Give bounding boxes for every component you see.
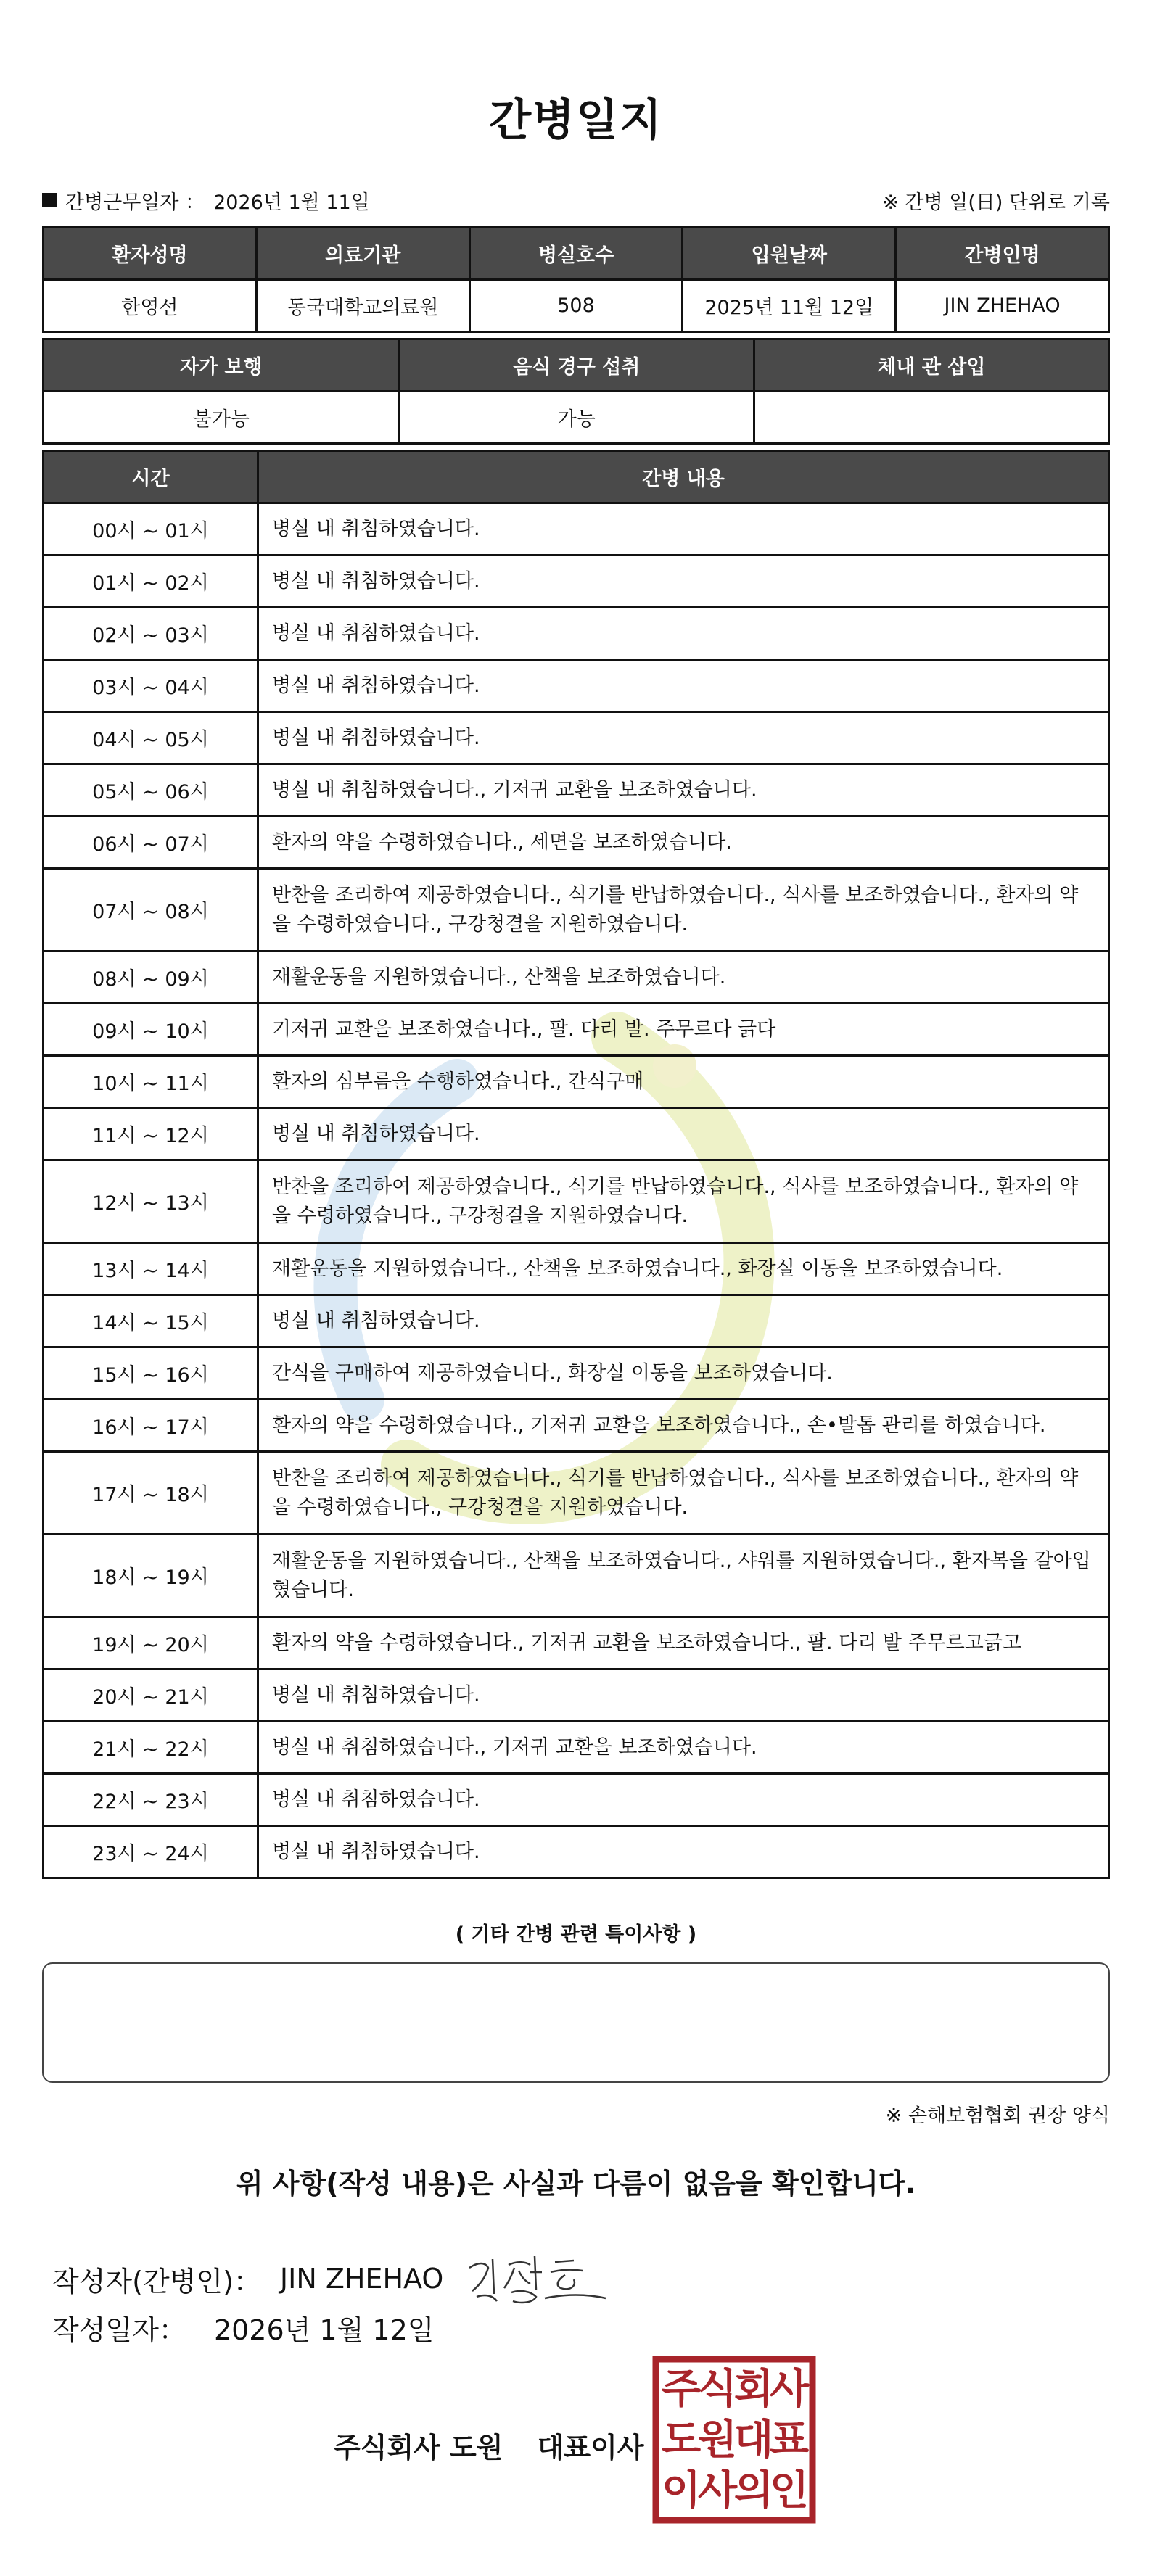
svg-text:도: 도 — [661, 2416, 702, 2464]
log-row — [44, 1243, 1109, 1295]
svg-text:표: 표 — [769, 2416, 810, 2464]
meta-row — [42, 184, 1110, 216]
log-row — [44, 1347, 1109, 1400]
log-content: 재활운동을 지원하였습니다., 산책을 보조하였습니다., 화장실 이동을 보조하였습니다. — [258, 1243, 1109, 1295]
log-row — [44, 712, 1109, 764]
log-content: 환자의 약을 수령하였습니다., 세면을 보조하였습니다. — [258, 817, 1109, 869]
written-date: 2026년 1월 12일 — [213, 2314, 435, 2346]
log-content: 간식을 구매하여 제공하였습니다., 화장실 이동을 보조하였습니다. — [258, 1347, 1109, 1400]
header-tube-insertion: 체내 관 삽입 — [754, 339, 1108, 392]
log-time: 05시 ~ 06시 — [44, 764, 258, 817]
header-hospital: 의료기관 — [256, 228, 469, 280]
log-row — [44, 1617, 1109, 1669]
log-row — [44, 764, 1109, 817]
log-row — [44, 556, 1109, 608]
log-time: 16시 ~ 17시 — [44, 1400, 258, 1452]
hospital: 동국대학교의료원 — [256, 280, 469, 332]
log-content: 병실 내 취침하였습니다. — [258, 1774, 1109, 1826]
log-time: 19시 ~ 20시 — [44, 1617, 258, 1669]
log-time: 14시 ~ 15시 — [44, 1295, 258, 1347]
log-row — [44, 660, 1109, 712]
log-content: 반찬을 조리하여 제공하였습니다., 식기를 반납하였습니다., 식사를 보조하였습니다., 환자의 약을 수령하였습니다., 구강청결을 지원하였습니다. — [258, 869, 1109, 951]
writer-label: 작성자(간병인)： — [52, 2265, 261, 2298]
log-time: 17시 ~ 18시 — [44, 1452, 258, 1535]
log-row — [44, 951, 1109, 1004]
admission-date: 2025년 11월 12일 — [683, 280, 896, 332]
svg-text:회: 회 — [733, 2366, 774, 2413]
svg-text:사: 사 — [769, 2366, 810, 2413]
room-number: 508 — [469, 280, 683, 332]
log-time: 03시 ~ 04시 — [44, 660, 258, 712]
unit-note: ※ 간병 일(日) 단위로 기록 — [882, 191, 1110, 214]
log-row — [44, 1774, 1109, 1826]
log-content: 병실 내 취침하였습니다., 기저귀 교환을 보조하였습니다. — [258, 1722, 1109, 1774]
writer-name: JIN ZHEHAO — [279, 2263, 444, 2295]
log-time: 02시 ~ 03시 — [44, 608, 258, 660]
log-content: 환자의 약을 수령하였습니다., 기저귀 교환을 보조하였습니다., 손•발톱 관리를 하였습니다. — [258, 1400, 1109, 1452]
log-time: 13시 ~ 14시 — [44, 1243, 258, 1295]
log-time: 08시 ~ 09시 — [44, 951, 258, 1004]
log-time: 07시 ~ 08시 — [44, 869, 258, 951]
header-room: 병실호수 — [469, 228, 683, 280]
log-content: 병실 내 취침하였습니다., 기저귀 교환을 보조하였습니다. — [258, 764, 1109, 817]
log-time: 04시 ~ 05시 — [44, 712, 258, 764]
self-walking: 불가능 — [44, 392, 400, 444]
log-content: 병실 내 취침하였습니다. — [258, 1669, 1109, 1722]
svg-text:인: 인 — [769, 2467, 810, 2514]
company-seal-stamp — [651, 2355, 817, 2525]
log-row — [44, 1160, 1109, 1243]
representative-title: 대표이사 — [537, 2432, 644, 2464]
confirmation-statement: 위 사항(작성 내용)은 사실과 다름이 없음을 확인합니다. — [236, 2168, 916, 2200]
header-oral-intake: 음식 경구 섭취 — [399, 339, 754, 392]
writer-line — [52, 2246, 609, 2311]
log-row — [44, 1722, 1109, 1774]
log-time: 01시 ~ 02시 — [44, 556, 258, 608]
log-row — [44, 1452, 1109, 1535]
patient-status-table — [42, 338, 1110, 445]
work-date: 2026년 1월 11일 — [213, 191, 370, 214]
log-content: 병실 내 취침하였습니다. — [258, 1295, 1109, 1347]
log-content: 환자의 심부름을 수행하였습니다., 간식구매 — [258, 1056, 1109, 1108]
log-content: 병실 내 취침하였습니다. — [258, 660, 1109, 712]
date-label: 작성일자： — [52, 2314, 186, 2346]
oral-intake: 가능 — [399, 392, 754, 444]
log-row — [44, 503, 1109, 556]
log-time: 15시 ~ 16시 — [44, 1347, 258, 1400]
log-row — [44, 1004, 1109, 1056]
header-care-content: 간병 내용 — [258, 451, 1109, 503]
date-line — [52, 2308, 434, 2348]
log-time: 12시 ~ 13시 — [44, 1160, 258, 1243]
work-date-label: 간병근무일자 ： — [65, 191, 205, 214]
log-row — [44, 869, 1109, 951]
log-time: 09시 ~ 10시 — [44, 1004, 258, 1056]
log-time: 18시 ~ 19시 — [44, 1535, 258, 1617]
log-row — [44, 1056, 1109, 1108]
company-name: 주식회사 도원 — [334, 2432, 503, 2464]
header-caregiver-name: 간병인명 — [896, 228, 1109, 280]
header-time: 시간 — [44, 451, 258, 503]
log-content: 병실 내 취침하였습니다. — [258, 1826, 1109, 1878]
patient-info-table — [42, 226, 1110, 333]
svg-text:원: 원 — [697, 2416, 738, 2464]
log-content: 병실 내 취침하였습니다. — [258, 712, 1109, 764]
svg-text:주: 주 — [661, 2366, 702, 2413]
notes-title: ( 기타 간병 관련 특이사항 ) — [455, 1923, 697, 1946]
svg-text:대: 대 — [733, 2416, 774, 2464]
log-row — [44, 1400, 1109, 1452]
log-row — [44, 1826, 1109, 1878]
log-content: 병실 내 취침하였습니다. — [258, 503, 1109, 556]
log-content: 병실 내 취침하였습니다. — [258, 556, 1109, 608]
log-content: 재활운동을 지원하였습니다., 산책을 보조하였습니다. — [258, 951, 1109, 1004]
log-content: 재활운동을 지원하였습니다., 산책을 보조하였습니다., 샤워를 지원하였습니다., 환자복을 갈아입혔습니다. — [258, 1535, 1109, 1617]
log-time: 06시 ~ 07시 — [44, 817, 258, 869]
log-time: 23시 ~ 24시 — [44, 1826, 258, 1878]
log-content: 반찬을 조리하여 제공하였습니다., 식기를 반납하였습니다., 식사를 보조하였습니다., 환자의 약을 수령하였습니다., 구강청결을 지원하였습니다. — [258, 1160, 1109, 1243]
header-self-walking: 자가 보행 — [44, 339, 400, 392]
patient-name: 한영선 — [44, 280, 257, 332]
log-row — [44, 1108, 1109, 1160]
square-bullet-icon — [42, 193, 57, 207]
header-patient-name: 환자성명 — [44, 228, 257, 280]
log-time: 21시 ~ 22시 — [44, 1722, 258, 1774]
care-log-table — [42, 450, 1110, 1879]
header-admission-date: 입원날짜 — [683, 228, 896, 280]
handwritten-signature — [464, 2246, 609, 2311]
log-row — [44, 1295, 1109, 1347]
log-row — [44, 608, 1109, 660]
svg-text:이: 이 — [661, 2467, 702, 2514]
svg-text:식: 식 — [697, 2366, 738, 2413]
log-time: 20시 ~ 21시 — [44, 1669, 258, 1722]
caregiver-name: JIN ZHEHAO — [896, 280, 1109, 332]
log-content: 환자의 약을 수령하였습니다., 기저귀 교환을 보조하였습니다., 팔. 다리 발 주무르고긁고 — [258, 1617, 1109, 1669]
log-content: 병실 내 취침하였습니다. — [258, 1108, 1109, 1160]
log-time: 00시 ~ 01시 — [44, 503, 258, 556]
log-time: 10시 ~ 11시 — [44, 1056, 258, 1108]
log-content: 반찬을 조리하여 제공하였습니다., 식기를 반납하였습니다., 식사를 보조하였습니다., 환자의 약을 수령하였습니다., 구강청결을 지원하였습니다. — [258, 1452, 1109, 1535]
svg-text:의: 의 — [733, 2467, 774, 2514]
log-row — [44, 817, 1109, 869]
log-row — [44, 1535, 1109, 1617]
log-row — [44, 1669, 1109, 1722]
form-note: ※ 손해보험협회 권장 양식 — [885, 2105, 1110, 2127]
log-time: 11시 ~ 12시 — [44, 1108, 258, 1160]
notes-box — [42, 1962, 1110, 2083]
tube-insertion — [754, 392, 1108, 444]
log-content: 기저귀 교환을 보조하였습니다., 팔. 다리 발. 주무르다 긁다 — [258, 1004, 1109, 1056]
document-title: 간병일지 — [489, 95, 663, 146]
svg-text:사: 사 — [697, 2467, 738, 2514]
company-line — [334, 2425, 644, 2465]
log-content: 병실 내 취침하였습니다. — [258, 608, 1109, 660]
log-time: 22시 ~ 23시 — [44, 1774, 258, 1826]
